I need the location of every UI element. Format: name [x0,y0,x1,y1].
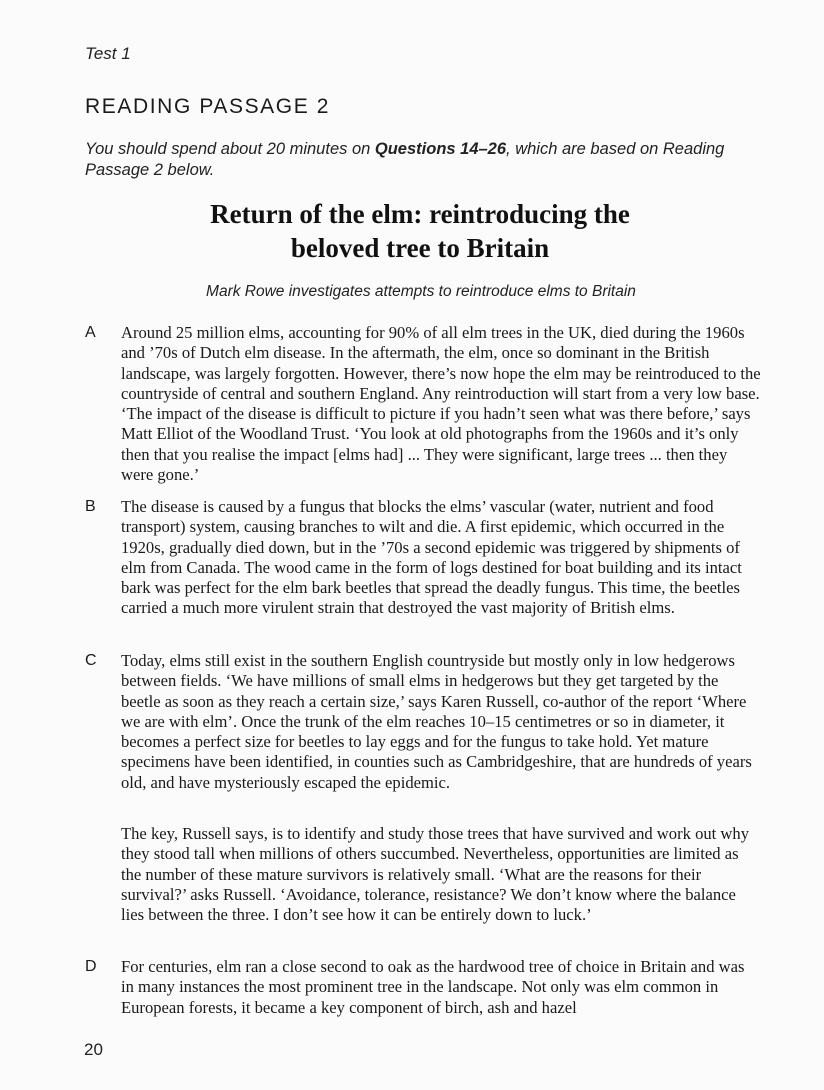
paragraph-letter: C [85,652,97,669]
instructions [85,139,765,181]
instructions-text-after: , which are based on Reading Passage 2 below. [85,140,725,179]
paragraph-text: The disease is caused by a fungus that blocks the elms’ vascular (water, nutrient and food transport) system, causing branches to wilt and die. A first epidemic, which occurred in the 1920s, gradually died down, but in the ’70s a second epidemic was triggered by shipments of elm from Canada. The wood came in the form of logs destined for boat building and its intact bark was perfect for the elm bark beetles that spread the deadly fungus. This time, the beetles carried a much more virulent strain that destroyed the vast majority of British elms. [121,497,742,618]
article-title-line-1: Return of the elm: reintroducing the [210,199,630,229]
paragraph-letter: D [85,958,97,975]
section-title: READING PASSAGE 2 [85,95,331,118]
paragraph-letter: A [85,324,96,341]
page-number: 20 [84,1040,103,1059]
paragraph-letter: B [85,498,96,515]
paragraph-c [85,651,765,793]
paragraph-text: Today, elms still exist in the southern English countryside but mostly only in low hedgerows between fields. ‘We have millions of small elms in hedgerows but they get targeted by the beetle as soon as they reach a certain size,’ says Karen Russell, co-author of the report ‘Where we are with elm’. Once the trunk of the elm reaches 10–15 centimetres or so in diameter, it becomes a perfect size for beetles to lay eggs and for the fungus to take hold. Yet mature specimens have been identified, in counties such as Cambridgeshire, that are hundreds of years old, and have mysteriously escaped the epidemic. [121,651,752,792]
instructions-text-before: You should spend about 20 minutes on [85,140,375,158]
paragraph-d [85,957,765,1018]
article-title [160,197,680,265]
paragraph-a [85,323,765,485]
article-title-line-2: beloved tree to Britain [290,233,550,263]
running-head: Test 1 [85,44,131,63]
paragraph-text: The key, Russell says, is to identify and study those trees that have survived and work out why they stood tall when millions of others succumbed. Nevertheless, opportunities are limited as the number of these mature survivors is relatively small. ‘What are the reasons for their survival?’ asks Russell. ‘Avoidance, tolerance, resistance? We don’t know where the balance lies between the three. I don’t see how it can be entirely down to luck.’ [121,824,749,925]
paragraph-b [85,497,765,619]
paragraph-text: Around 25 million elms, accounting for 90% of all elm trees in the UK, died during the 1960s and ’70s of Dutch elm disease. In the aftermath, the elm, once so dominant in the British landscape, was largely forgotten. However, there’s now hope the elm may be reintroduced to the countryside of central and southern England. Any reintroduction will start from a very low base. ‘The impact of the disease is difficult to picture if you hadn’t seen what was there before,’ says Matt Elliot of the Woodland Trust. ‘You look at old photographs from the 1960s and it’s only then that you realise the impact [elms had] ... They were significant, large trees ... then they were gone.’ [121,323,761,485]
paragraph-c-continued [85,824,765,925]
paragraph-text: For centuries, elm ran a close second to oak as the hardwood tree of choice in Britain and was in many instances the most prominent tree in the landscape. Not only was elm common in European forests, it became a key component of birch, ash and hazel [121,957,745,1017]
article-byline: Mark Rowe investigates attempts to reintroduce elms to Britain [206,283,636,300]
instructions-question-range: Questions 14–26 [374,140,507,158]
